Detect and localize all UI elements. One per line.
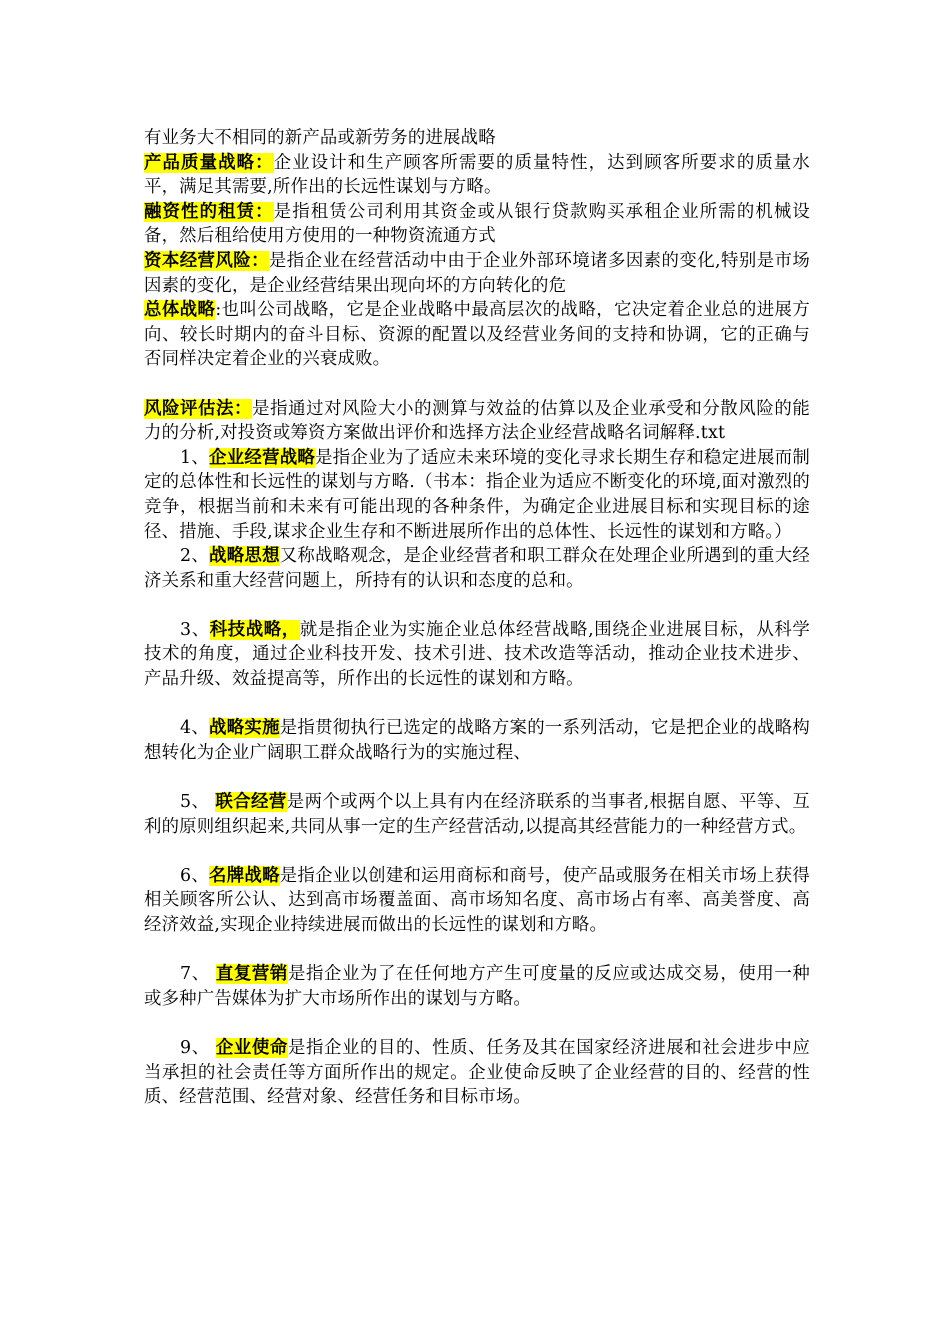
definition-text: 是指企业在经营活动中由于企业外部环境诸多因素的变化,特别是市场因素的变化，是企业经营结果出现向坏的方向转化的危	[144, 250, 810, 296]
item-number: 5、	[180, 792, 216, 813]
highlighted-term: 企业经营战略	[209, 447, 316, 468]
paragraph	[144, 298, 810, 372]
definition-text: 就是指企业为实施企业总体经营战略,围绕企业进展目标，从科学技术的角度，通过企业科技开发、技术引进、技术改造等活动，推动企业技术进步、产品升级、效益提高等，所作出的长远性的谋划和方略。	[144, 619, 810, 690]
item-number: 9、	[180, 1037, 216, 1058]
highlighted-term: 科技战略，	[209, 619, 300, 640]
item-number: 6、	[180, 865, 210, 886]
item-number: 1、	[180, 447, 210, 468]
definition-text: 企业设计和生产顾客所需要的质量特性，达到顾客所要求的质量水平，满足其需要,所作出的长远性谋划与方略。	[144, 152, 810, 198]
definition-text: 是指通过对风险大小的测算与效益的估算以及企业承受和分散风险的能力的分析,对投资或筹资方案做出评价和选择方法企业经营战略名词解释.txt	[144, 398, 810, 444]
paragraph-spacer	[144, 938, 810, 963]
highlighted-term: 名牌战略	[209, 865, 280, 886]
item-number: 4、	[180, 718, 210, 739]
highlighted-term: 资本经营风险：	[144, 250, 269, 271]
highlighted-term: 融资性的租赁：	[144, 201, 274, 222]
document-page	[144, 126, 810, 1110]
paragraph	[144, 544, 810, 593]
definition-text: 是两个或两个以上具有内在经济联系的当事者,根据自愿、平等、互利的原则组织起来,共同从事一定的生产经营活动,以提高其经营能力的一种经营方式。	[144, 792, 810, 837]
paragraph	[144, 397, 810, 446]
paragraph-spacer	[144, 692, 810, 717]
highlighted-term: 联合经营	[215, 792, 287, 813]
paragraph	[144, 200, 810, 249]
paragraph	[144, 126, 810, 151]
item-number: 2、	[180, 546, 210, 567]
highlighted-term: 企业使命	[215, 1037, 288, 1058]
paragraph	[144, 249, 810, 298]
definition-text: 有业务大不相同的新产品或新劳务的进展战略	[144, 128, 496, 148]
paragraph-spacer	[144, 1011, 810, 1036]
paragraph	[144, 716, 810, 765]
highlighted-term: 产品质量战略：	[144, 152, 274, 173]
paragraph	[144, 864, 810, 938]
item-number: 7、	[180, 964, 216, 985]
paragraph-spacer	[144, 593, 810, 618]
paragraph	[144, 1036, 810, 1110]
highlighted-term: 战略实施	[209, 718, 280, 739]
highlighted-term: 战略思想	[209, 546, 280, 567]
definition-text: 是指企业的目的、性质、任务及其在国家经济进展和社会进步中应当承担的社会责任等方面所作出的规定。企业使命反映了企业经营的目的、经营的性质、经营范围、经营对象、经营任务和目标市场。	[144, 1037, 810, 1108]
paragraph	[144, 962, 810, 1011]
paragraph	[144, 790, 810, 839]
item-number: 3、	[180, 619, 210, 640]
paragraph	[144, 151, 810, 200]
paragraph-spacer	[144, 372, 810, 397]
definition-text: :也叫公司战略，它是企业战略中最高层次的战略，它决定着企业总的进展方向、较长时期内的奋斗目标、资源的配置以及经营业务间的支持和协调，它的正确与否同样决定着企业的兴衰成败。	[144, 300, 810, 370]
definition-text: 是指租赁公司利用其资金或从银行贷款购买承租企业所需的机械设备，然后租给使用方使用的一种物资流通方式	[144, 201, 810, 247]
paragraph	[144, 446, 810, 544]
highlighted-term: 风险评估法：	[144, 398, 253, 419]
highlighted-term: 总体战略	[144, 300, 216, 321]
definition-text: 又称战略观念，是企业经营者和职工群众在处理企业所遇到的重大经济关系和重大经营问题上，所持有的认识和态度的总和。	[144, 546, 810, 591]
paragraph	[144, 618, 810, 692]
definition-text: 是指贯彻执行已选定的战略方案的一系列活动，它是把企业的战略构想转化为企业广阔职工群众战略行为的实施过程、	[144, 718, 810, 763]
definition-text: 是指企业以创建和运用商标和商号，使产品或服务在相关市场上获得相关顾客所公认、达到高市场覆盖面、高市场知名度、高市场占有率、高美誉度、高经济效益,实现企业持续进展而做出的长远性的谋划和方略。	[144, 865, 810, 935]
definition-text: 是指企业为了适应未来环境的变化寻求长期生存和稳定进展而制定的总体性和长远性的谋划与方略.（书本：指企业为适应不断变化的环境,面对激烈的竞争，根据当前和未来有可能出现的各种条件，为确定企业进展目标和实现目标的途径、措施、手段,谋求企业生存和不断进展所作出的总体性、长远性的谋划和方略。）	[144, 447, 811, 542]
highlighted-term: 直复营销	[215, 964, 288, 985]
paragraph-spacer	[144, 765, 810, 790]
definition-text: 是指企业为了在任何地方产生可度量的反应或达成交易，使用一种或多种广告媒体为扩大市场所作出的谋划与方略。	[144, 964, 810, 1009]
paragraph-spacer	[144, 839, 810, 864]
